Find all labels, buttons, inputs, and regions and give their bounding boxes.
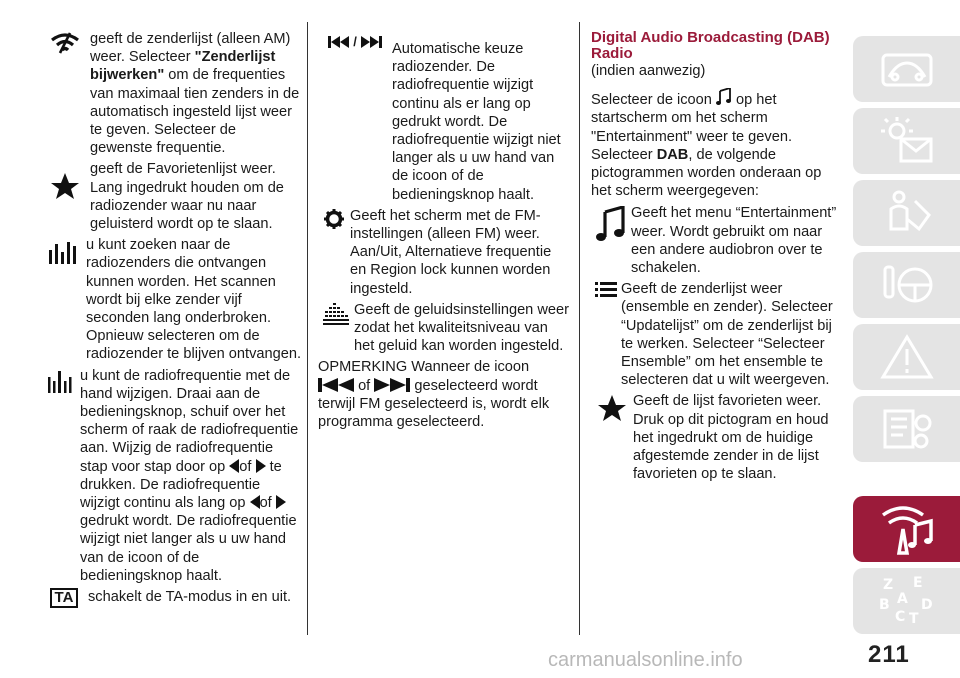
tab-index[interactable]	[853, 568, 960, 634]
manual-tune-entry	[40, 367, 302, 585]
seek-forward-icon	[374, 378, 410, 392]
tune-icon	[40, 367, 80, 585]
tab-safety[interactable]	[853, 180, 960, 246]
tab-emergency[interactable]	[853, 324, 960, 390]
svg-text:Z: Z	[882, 577, 893, 593]
seek-entry	[318, 36, 570, 204]
safety-icon	[879, 189, 935, 237]
emergency-triangle-icon	[879, 333, 935, 381]
scan-icon	[40, 236, 86, 363]
dab-favorites-text: Geeft de lijst favorieten weer. Druk op dit pictogram en houd het ingedrukt om de huidige afgestemde zender in de lijst favorieten op te slaan.	[633, 393, 829, 483]
ta-icon: TA	[40, 588, 88, 608]
scan-entry	[40, 236, 302, 363]
svg-text:C: C	[894, 609, 905, 625]
step-right-icon	[256, 459, 266, 473]
favorites-text: geeft de Favorietenlijst weer. Lang ingedrukt houden om de radiozender waar nu naar geluisterd wordt op te slaan.	[90, 161, 284, 233]
alphabet-index-icon	[877, 575, 937, 627]
page-number: 211	[868, 641, 910, 668]
equalizer-icon	[318, 301, 354, 356]
step-left-icon	[250, 495, 260, 509]
am-station-list-entry	[40, 30, 302, 157]
svg-text:E: E	[912, 575, 923, 591]
scan-text: u kunt zoeken naar de radiozenders die ontvangen kunnen worden. Het scannen wordt bij elke zender vijf seconden lang onderbroken. Opnieuw selecteren om de radiozender te blijven ontvangen.	[86, 237, 302, 363]
maintenance-icon	[879, 405, 935, 453]
star-icon	[591, 392, 633, 483]
dab-station-list-entry	[591, 280, 843, 389]
multimedia-icon	[877, 503, 937, 555]
svg-text:B: B	[878, 597, 890, 613]
column-3	[591, 30, 843, 486]
dab-favorites-entry	[591, 392, 843, 483]
svg-text:A: A	[896, 591, 908, 607]
seek-text: Automatische keuze radiozender. De radiofrequentie wijzigt continu als er lang op gedrukt wordt. De radiofrequentie wijzigt niet langer als u uw hand van de icoon of de bedieningsknop haalt.	[392, 41, 561, 203]
column-divider	[579, 22, 580, 635]
am-station-list-text: geeft de zenderlijst (alleen AM) weer. Selecteer "Zenderlijst bijwerken" om de frequenties van maximaal tien zenders in de automatisch ingesteld lijst weer te geven. Selecteer de gewenste frequentie.	[90, 31, 300, 157]
seek-forward-icon	[360, 36, 382, 48]
tab-dashboard[interactable]	[853, 36, 960, 102]
dab-intro: Selecteer de icoon op het startscherm om het scherm "Entertainment" weer te geven. Selecteer DAB, de volgende pictogrammen worden onderaan op het scherm weergegeven:	[591, 88, 843, 200]
tab-warning-lights[interactable]	[853, 108, 960, 174]
manual-tune-text: u kunt de radiofrequentie met de hand wijzigen. Draai aan de bedieningsknop, schuif over het scherm of raak de radiofrequentie aan. Wijzig de radiofrequentie stap voor stap door op of te drukken. De radiofrequentie wijzigt continu als lang op of gedrukt wordt. De radiofrequentie wijzigt niet langer als u uw hand van de icoon of de bedieningsknop haalt.	[80, 367, 299, 584]
signal-icon	[40, 30, 90, 157]
favorites-entry	[40, 160, 302, 233]
column-divider	[307, 22, 308, 635]
sound-settings-entry	[318, 301, 570, 356]
fm-settings-entry	[318, 207, 570, 298]
music-note-icon	[591, 204, 631, 277]
warning-lights-icon	[879, 117, 935, 165]
tab-multimedia[interactable]	[853, 496, 960, 562]
seek-back-icon	[328, 36, 350, 48]
column-2	[318, 36, 570, 435]
tab-starting-driving[interactable]	[853, 252, 960, 318]
seek-icons: /	[318, 36, 392, 204]
step-left-icon	[229, 459, 239, 473]
music-note-icon	[716, 88, 732, 106]
ta-entry	[40, 588, 302, 608]
list-icon	[591, 280, 621, 389]
column-1	[40, 30, 302, 611]
svg-text:T: T	[908, 611, 919, 627]
fm-settings-text: Geeft het scherm met de FM-instellingen (alleen FM) weer. Aan/Uit, Alternatieve frequentie en Region lock kunnen worden ingesteld.	[350, 207, 552, 297]
step-right-icon	[276, 495, 286, 509]
tab-maintenance[interactable]	[853, 396, 960, 462]
ta-text: schakelt de TA-modus in en uit.	[88, 589, 292, 606]
steering-wheel-icon	[879, 261, 935, 309]
section-subtitle: (indien aanwezig)	[591, 63, 706, 79]
note: OPMERKING Wanneer de icoon of geselecteerd wordt terwijl FM geselecteerd is, wordt elk programma geselecteerd.	[318, 359, 550, 431]
gear-icon	[318, 207, 350, 298]
entertainment-entry	[591, 204, 843, 277]
star-icon	[40, 160, 90, 233]
dab-station-list-text: Geeft de zenderlijst weer (ensemble en zender). Selecteer “Updatelijst” om de zenderlijst bij te werken. Selecteer “Selecteer Ensemble” om het ensemble te selecteren dat u wilt weergeven.	[621, 281, 833, 389]
svg-text:D: D	[920, 597, 933, 613]
section-heading: Digital Audio Broadcasting (DAB) Radio	[591, 29, 830, 62]
watermark: carmanualsonline.info	[548, 649, 743, 671]
seek-back-icon	[318, 378, 354, 392]
entertainment-text: Geeft het menu “Entertainment” weer. Wordt gebruikt om naar een andere audiobron over te schakelen.	[631, 205, 837, 277]
car-dashboard-icon	[879, 47, 935, 91]
sound-settings-text: Geeft de geluidsinstellingen weer zodat het kwaliteitsniveau van het geluid kan worden ingesteld.	[354, 301, 569, 355]
